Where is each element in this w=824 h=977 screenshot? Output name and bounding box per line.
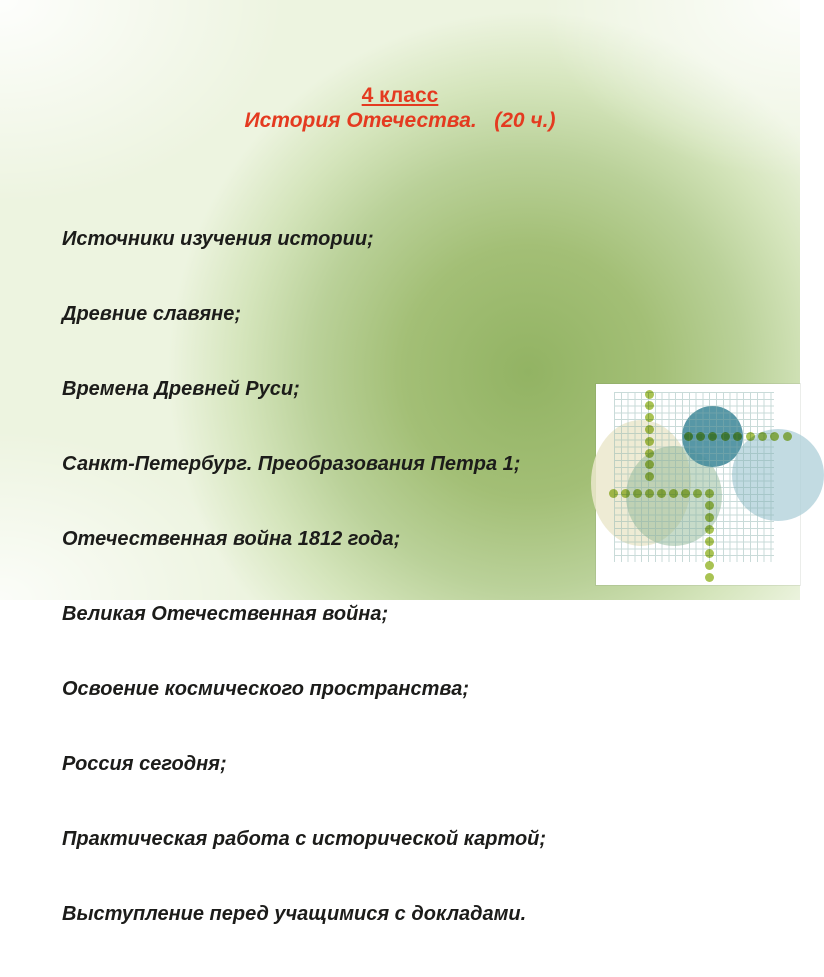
green-dot — [621, 489, 630, 498]
green-dot — [708, 432, 717, 441]
green-dot — [684, 432, 693, 441]
green-dot — [770, 432, 779, 441]
topic-item: Практическая работа с исторической картой; — [62, 828, 547, 850]
topic-item: Источники изучения истории; — [62, 228, 374, 250]
green-dot — [693, 489, 702, 498]
green-dot — [645, 401, 654, 410]
topic-item: Санкт-Петербург. Преобразования Петра 1; — [62, 453, 521, 475]
topics-list — [62, 177, 546, 977]
course-title: История Отечества. (20 ч.) — [244, 109, 556, 132]
topic-item: Великая Отечественная война; — [62, 603, 389, 625]
green-dot — [746, 432, 755, 441]
green-dot — [758, 432, 767, 441]
green-dot — [609, 489, 618, 498]
green-dot — [645, 425, 654, 434]
topic-item: Времена Древней Руси; — [62, 378, 300, 400]
green-dot — [705, 537, 714, 546]
green-dot — [721, 432, 730, 441]
topic-item: Отечественная война 1812 года; — [62, 528, 401, 550]
green-dot — [705, 489, 714, 498]
green-dot — [705, 525, 714, 534]
topic-item: Освоение космического пространства; — [62, 678, 470, 700]
abstract-decor-image — [596, 384, 800, 585]
green-dot — [783, 432, 792, 441]
green-dot — [645, 390, 654, 399]
grade-title: 4 класс — [361, 84, 439, 107]
green-dot — [681, 489, 690, 498]
green-dot — [705, 549, 714, 558]
topic-item: Выступление перед учащимися с докладами. — [62, 903, 527, 925]
green-dot — [696, 432, 705, 441]
green-dot — [645, 413, 654, 422]
green-dot — [669, 489, 678, 498]
topic-item: Древние славяне; — [62, 303, 241, 325]
green-dot — [633, 489, 642, 498]
green-dot — [645, 449, 654, 458]
slide-title-block — [0, 83, 800, 133]
green-dot — [645, 489, 654, 498]
green-dot — [645, 460, 654, 469]
green-dot — [645, 472, 654, 481]
topic-item: Россия сегодня; — [62, 753, 227, 775]
green-dot — [645, 437, 654, 446]
green-dot — [705, 513, 714, 522]
grid-pattern — [614, 392, 774, 562]
green-dot — [705, 561, 714, 570]
green-dot — [705, 501, 714, 510]
green-dot — [705, 573, 714, 582]
green-dot — [657, 489, 666, 498]
green-dot — [733, 432, 742, 441]
